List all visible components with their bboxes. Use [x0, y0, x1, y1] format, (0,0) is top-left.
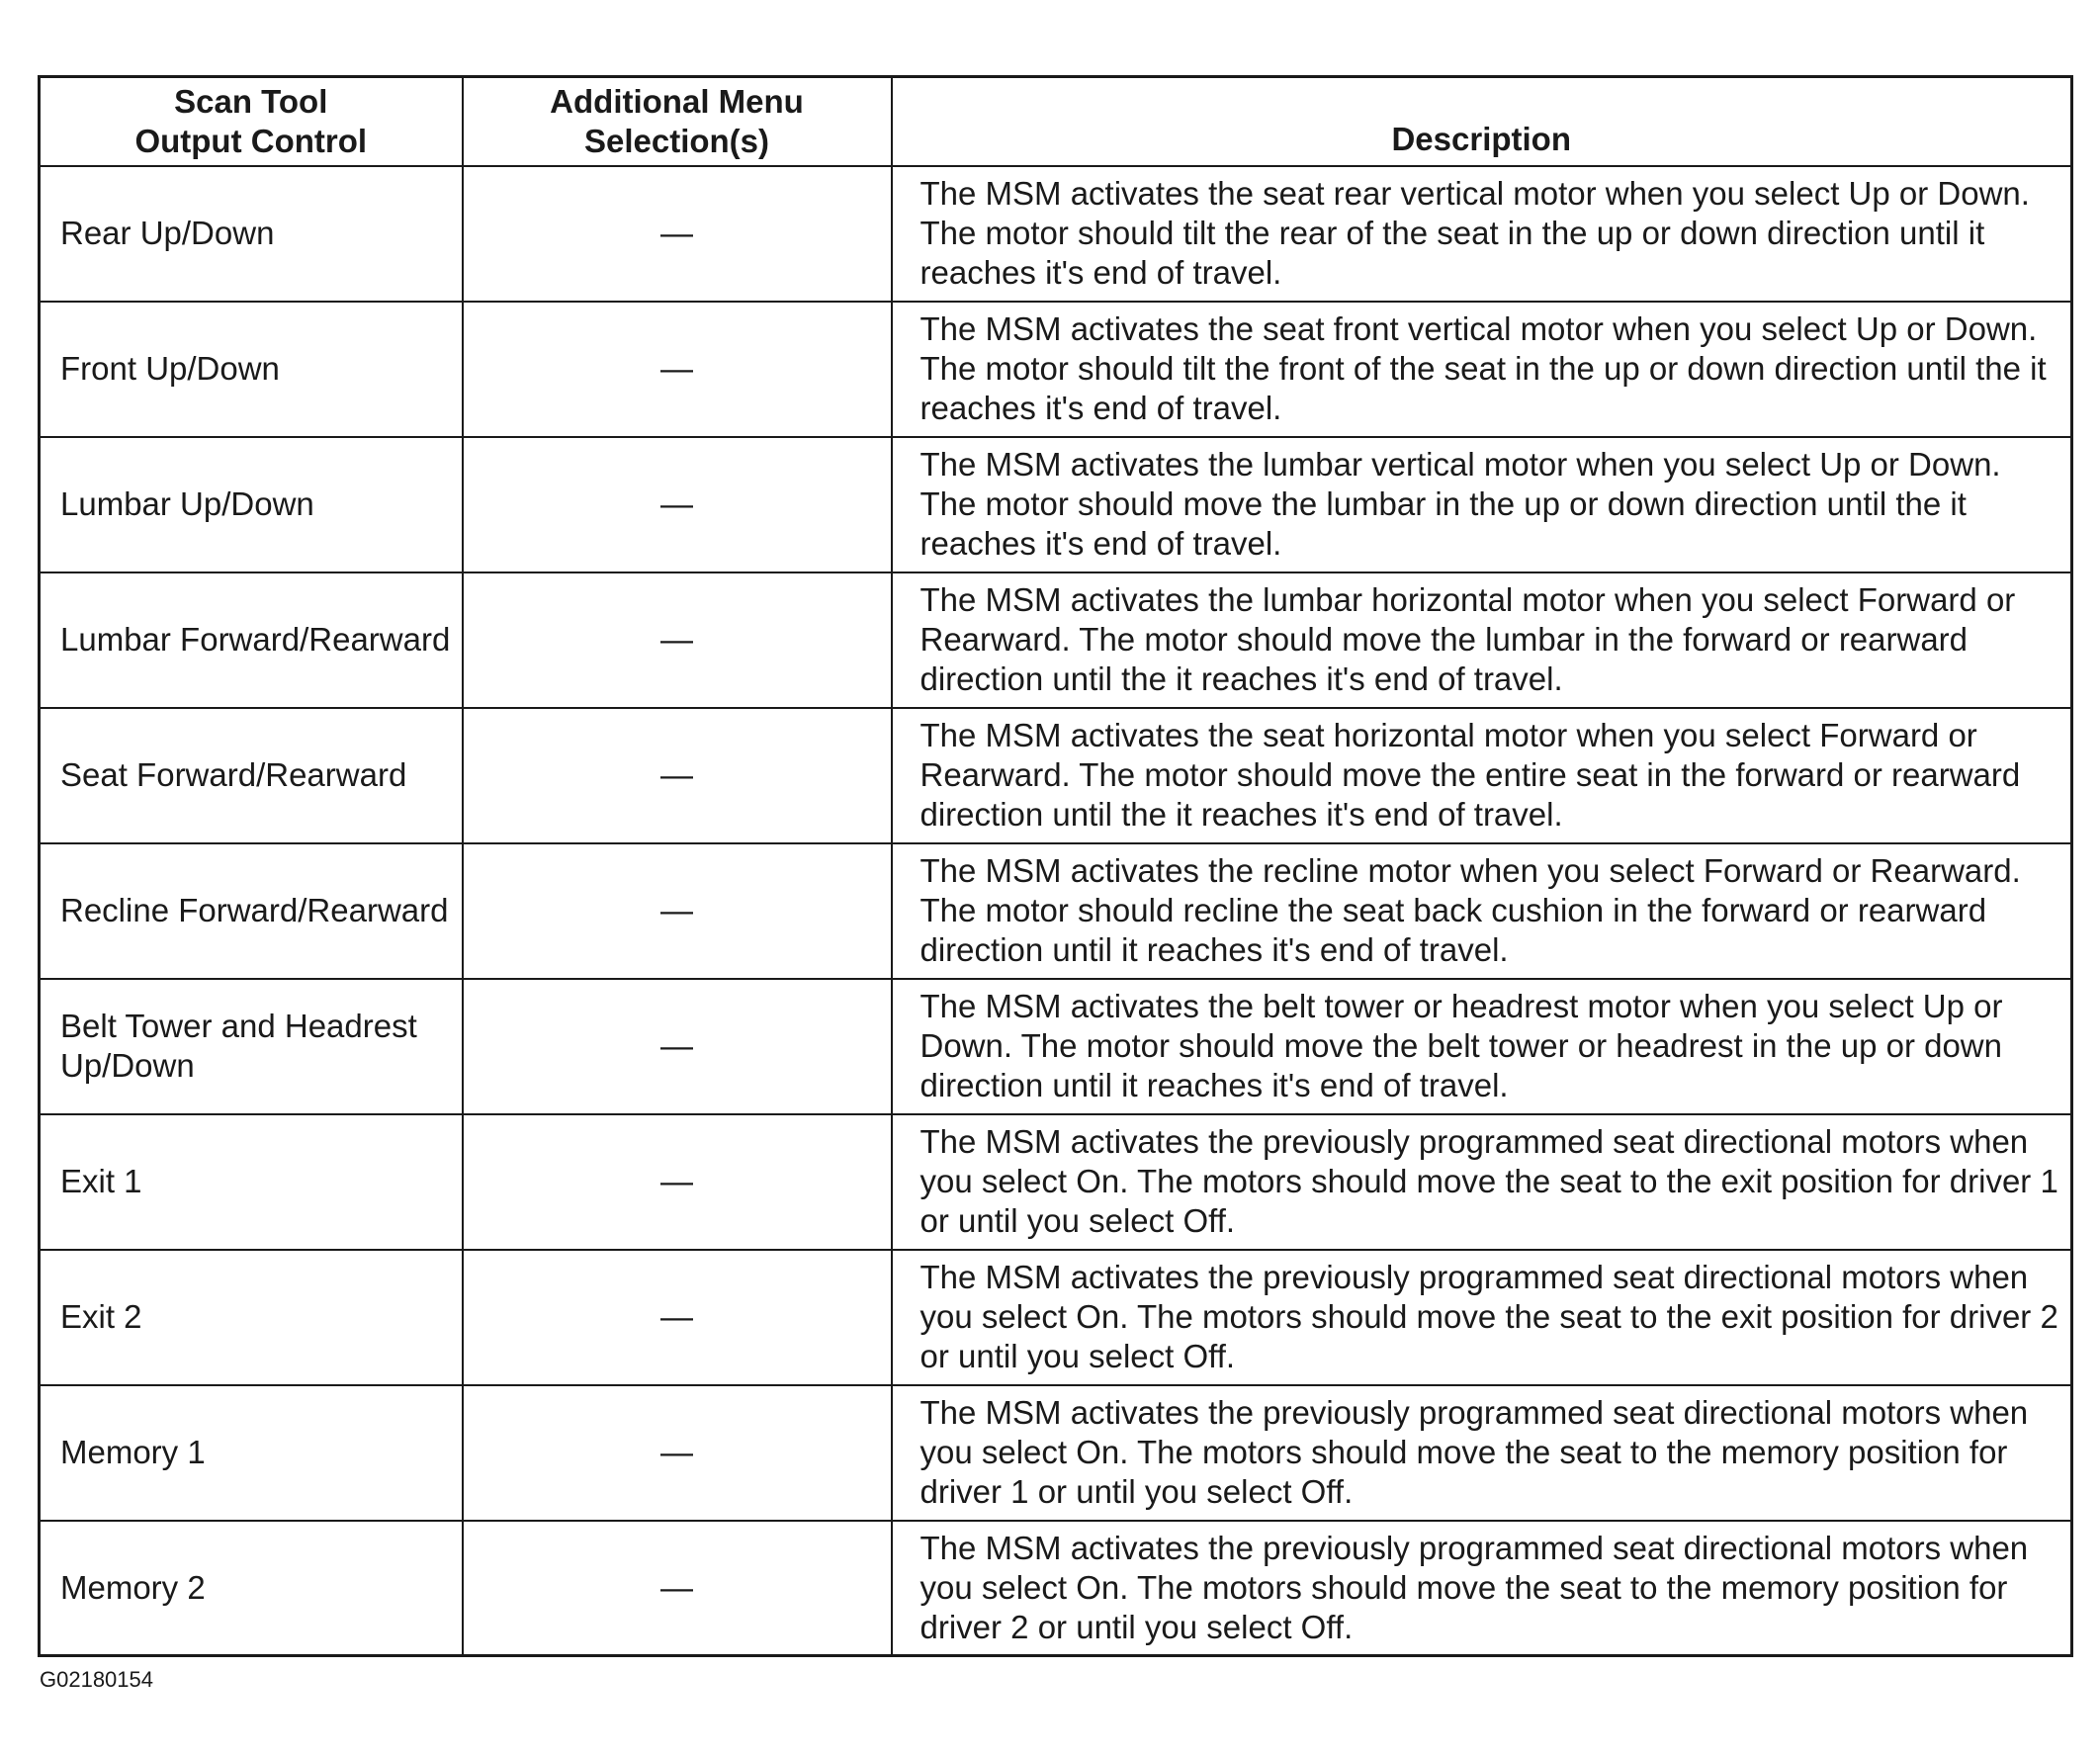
menu-selection-cell: —	[463, 843, 892, 979]
output-control-cell: Lumbar Up/Down	[40, 437, 463, 572]
menu-selection-cell: —	[463, 166, 892, 302]
table-row	[40, 166, 2072, 302]
output-control-cell: Memory 2	[40, 1521, 463, 1656]
table-row	[40, 979, 2072, 1114]
menu-selection-cell: —	[463, 708, 892, 843]
menu-selection-cell: —	[463, 572, 892, 708]
menu-selection-cell: —	[463, 302, 892, 437]
header-output-control-line1: Scan Tool	[174, 82, 328, 120]
header-additional-menu-line1: Additional Menu	[550, 82, 804, 120]
header-output-control	[40, 77, 463, 166]
output-control-cell: Belt Tower and Headrest Up/Down	[40, 979, 463, 1114]
header-additional-menu-line2: Selection(s)	[583, 122, 770, 159]
menu-selection-cell: —	[463, 1114, 892, 1250]
description-cell: The MSM activates the previously programmed seat directional motors when you select On. The motors should move the seat to the exit position for driver 2 or until you select Off.	[892, 1250, 2072, 1385]
output-control-cell: Lumbar Forward/Rearward	[40, 572, 463, 708]
menu-selection-cell: —	[463, 437, 892, 572]
table-row	[40, 843, 2072, 979]
table-row	[40, 437, 2072, 572]
output-control-cell: Front Up/Down	[40, 302, 463, 437]
menu-selection-cell: —	[463, 979, 892, 1114]
output-control-cell: Exit 1	[40, 1114, 463, 1250]
description-cell: The MSM activates the previously programmed seat directional motors when you select On. The motors should move the seat to the memory position for driver 1 or until you select Off.	[892, 1385, 2072, 1521]
table-row	[40, 572, 2072, 708]
table-row	[40, 1114, 2072, 1250]
table-row	[40, 302, 2072, 437]
table-row	[40, 708, 2072, 843]
description-cell: The MSM activates the seat horizontal motor when you select Forward or Rearward. The motor should move the entire seat in the forward or rearward direction until the it reaches it's end of travel.	[892, 708, 2072, 843]
scan-tool-output-table	[38, 75, 2073, 1657]
output-control-cell: Seat Forward/Rearward	[40, 708, 463, 843]
header-additional-menu	[463, 77, 892, 166]
menu-selection-cell: —	[463, 1385, 892, 1521]
table-row	[40, 1250, 2072, 1385]
table-header	[40, 77, 2072, 166]
menu-selection-cell: —	[463, 1250, 892, 1385]
table-row	[40, 1521, 2072, 1656]
header-row	[40, 77, 2072, 166]
output-control-cell: Memory 1	[40, 1385, 463, 1521]
description-cell: The MSM activates the belt tower or headrest motor when you select Up or Down. The motor should move the belt tower or headrest in the up or down direction until it reaches it's end of travel.	[892, 979, 2072, 1114]
output-control-cell: Rear Up/Down	[40, 166, 463, 302]
description-cell: The MSM activates the lumbar horizontal motor when you select Forward or Rearward. The motor should move the lumbar in the forward or rearward direction until the it reaches it's end of travel.	[892, 572, 2072, 708]
description-cell: The MSM activates the seat front vertical motor when you select Up or Down. The motor should tilt the front of the seat in the up or down direction until the it reaches it's end of travel.	[892, 302, 2072, 437]
header-description	[892, 77, 2072, 166]
description-cell: The MSM activates the recline motor when you select Forward or Rearward. The motor should recline the seat back cushion in the forward or rearward direction until it reaches it's end of travel.	[892, 843, 2072, 979]
figure-id: G02180154	[40, 1667, 153, 1692]
table-body	[40, 166, 2072, 1656]
output-control-cell: Exit 2	[40, 1250, 463, 1385]
menu-selection-cell: —	[463, 1521, 892, 1656]
description-cell: The MSM activates the previously programmed seat directional motors when you select On. The motors should move the seat to the exit position for driver 1 or until you select Off.	[892, 1114, 2072, 1250]
description-cell: The MSM activates the lumbar vertical motor when you select Up or Down. The motor should move the lumbar in the up or down direction until the it reaches it's end of travel.	[892, 437, 2072, 572]
header-output-control-line2: Output Control	[134, 122, 368, 159]
description-cell: The MSM activates the previously programmed seat directional motors when you select On. The motors should move the seat to the memory position for driver 2 or until you select Off.	[892, 1521, 2072, 1656]
description-cell: The MSM activates the seat rear vertical motor when you select Up or Down. The motor should tilt the rear of the seat in the up or down direction until it reaches it's end of travel.	[892, 166, 2072, 302]
table-row	[40, 1385, 2072, 1521]
header-description-label: Description	[1391, 120, 1572, 157]
output-control-cell: Recline Forward/Rearward	[40, 843, 463, 979]
